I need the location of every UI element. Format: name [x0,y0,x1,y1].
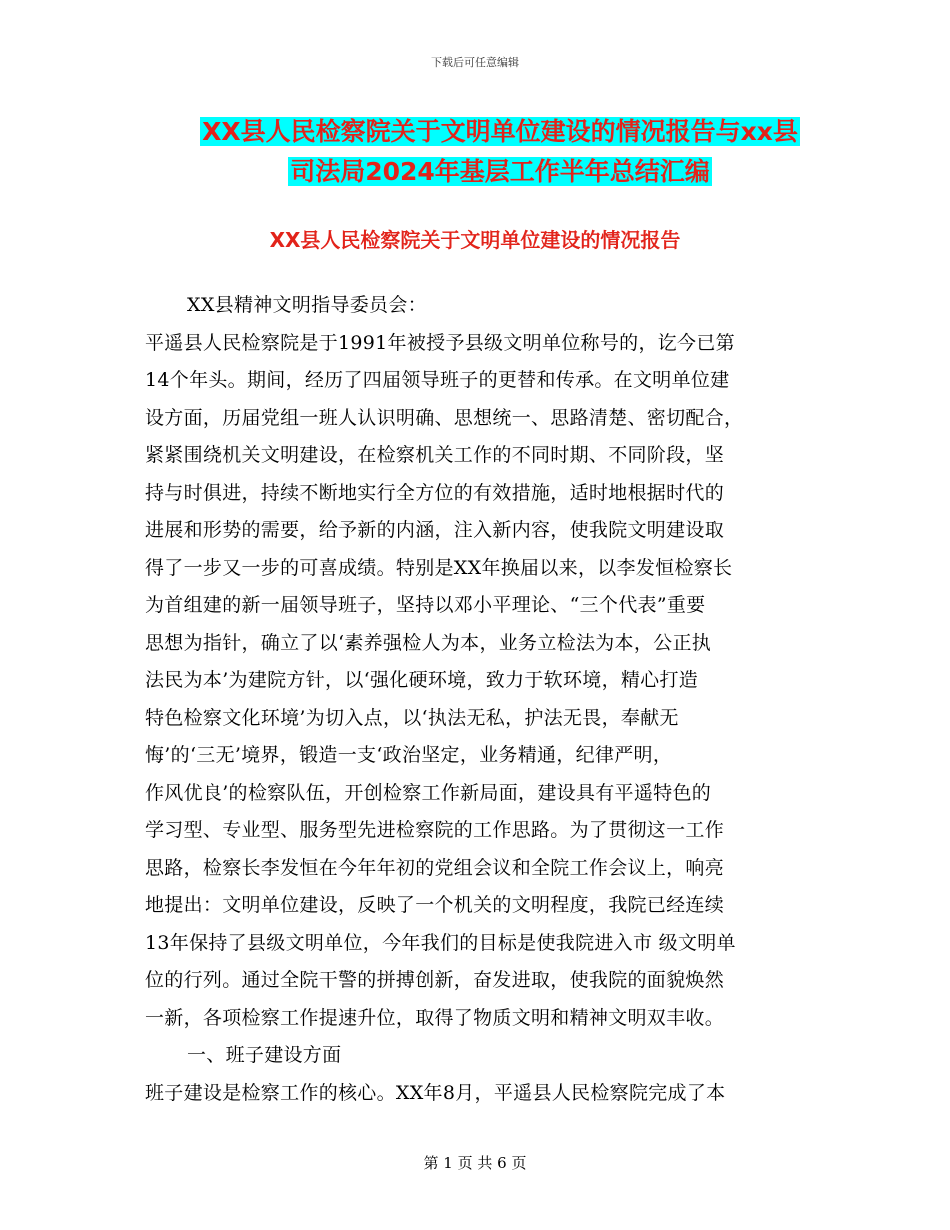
body-line: 紧紧围绕机关文明建设，在检察机关工作的不同时期、不同阶段，坚 [145,444,725,466]
main-title [150,112,850,192]
page-footer: 第 1 页 共 6 页 [423,1154,527,1172]
body-line: 学习型、专业型、服务型先进检察院的工作思路。为了贯彻这一工作 [145,819,725,841]
body-line: 得了一步又一步的可喜成绩。特别是XX年换届以来，以李发恒检察长 [145,556,733,579]
body-line: 悔’的‘三无’境界，锻造一支‘政治坚定，业务精通，纪律严明， [145,744,673,766]
main-title-line-1 [150,112,850,152]
body-line: 平遥县人民检察院是于1991年被授予县级文明单位称号的，讫今已第 [145,331,735,354]
body-line: 特色检察文化环境’为切入点，以‘执法无私，护法无畏，奉献无 [145,706,679,729]
body-line: 法民为本’为建院方针，以‘强化硬环境，致力于软环境，精心打造 [145,669,699,691]
body-line: 思想为指针，确立了以‘素养强检人为本，业务立检法为本，公正执 [145,631,712,654]
body-line: 位的行列。通过全院干警的拼搏创新，奋发进取，使我院的面貌焕然 [145,969,725,991]
main-title-line-2 [150,152,850,192]
header-note: 下载后可任意编辑 [431,56,519,69]
main-title-line-2-text: 司法局2024年基层工作半年总结汇编 [290,157,710,186]
body-line: 班子建设是检察工作的核心。XX年8月，平遥县人民检察院完成了本 [145,1081,726,1104]
body-line: 设方面，历届党组一班人认识明确、思想统一、思路清楚、密切配合， [145,406,744,429]
main-title-line-1-text: XX县人民检察院关于文明单位建设的情况报告与xx县 [202,117,798,146]
body-line: 一新，各项检察工作提速升位，取得了物质文明和精神文明双丰收。 [145,1006,725,1029]
body-line: 地提出：文明单位建设，反映了一个机关的文明程度，我院已经连续 [145,894,725,916]
body-line: 持与时俱进，持续不断地实行全方位的有效措施，适时地根据时代的 [145,481,725,504]
body-text [145,287,800,1112]
body-line: 为首组建的新一届领导班子，坚持以邓小平理论、“三个代表”重要 [145,594,706,616]
body-line: 14个年头。期间，经历了四届领导班子的更替和传承。在文明单位建 [145,369,730,391]
body-line: 作风优良’的检察队伍，开创检察工作新局面，建设具有平遥特色的 [145,781,712,804]
body-line: 进展和形势的需要，给予新的内涵，注入新内容，使我院文明建设取 [145,519,725,541]
subheading-line: 一、班子建设方面 [187,1044,342,1066]
section-title: XX县人民检察院关于文明单位建设的情况报告 [269,228,681,252]
body-line: 思路，检察长李发恒在今年年初的党组会议和全院工作会议上，响亮 [145,856,725,879]
body-line: 13年保持了县级文明单位，今年我们的目标是使我院进入市 级文明单 [145,931,736,954]
salutation-line: XX县精神文明指导委员会： [187,294,427,316]
